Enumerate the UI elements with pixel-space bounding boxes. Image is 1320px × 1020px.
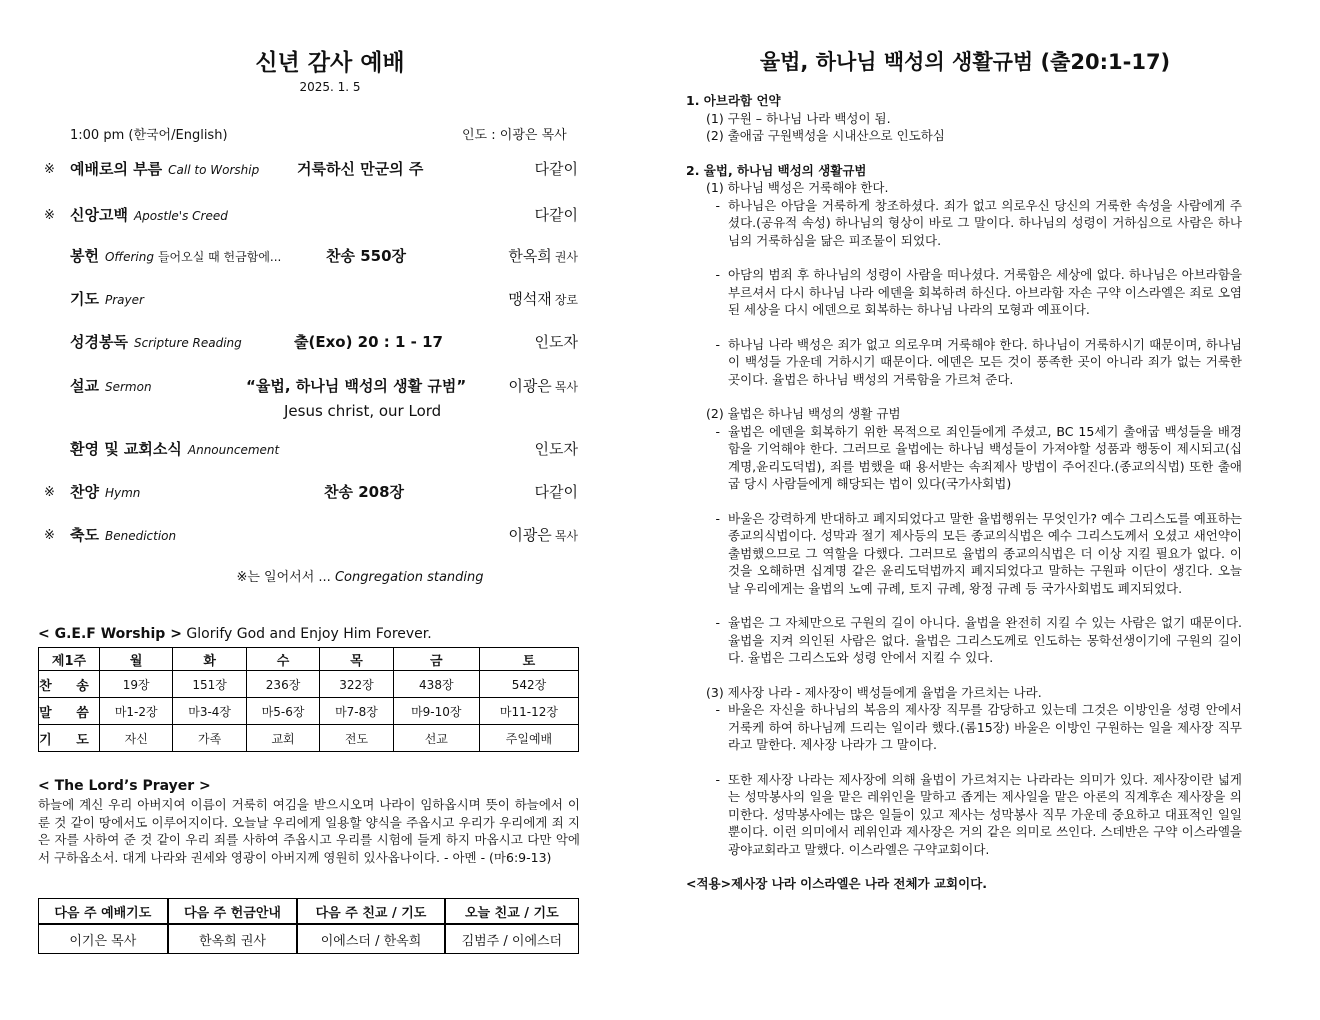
paragraph: 바울은 자신을 하나님의 복음의 제사장 직무를 감당하고 있는데 그것은 이방인을 성령 안에서 거룩케 하여 하나님께 드리는 일이라 했다.(롬15장) 바울은 이방인 구원하는 일을 제사장 직무라고 말한다. 제사장 나라가 그 말이다. (728, 702, 1242, 752)
table-header: 화 (173, 648, 246, 671)
paragraph: 바울은 강력하게 반대하고 폐지되었다고 말한 율법행위는 무엇인가? 예수 그리스도를 예표하는 종교의식법이다. 성막과 절기 제사등의 모든 종교의식법은 예수 그리스도께서 오셨고 새언약이 출범했으므로 그 역할을 다했다. 그러므로 율법의 종교의식법은 더 이상 지킬 필요가 없다. 이것을 오해하면 십계명 같은 윤리도덕법까지 폐지되었다고 말하는 구원파 이단이 생긴다. 오늘날 우리에게는 율법의 노예 규례, 토지 규례, 왕정 규례 등 국가사회법도 폐지되었다. (728, 510, 1242, 596)
order-item-en: Scripture Reading (133, 336, 242, 350)
paragraph: 율법은 그 자체만으로 구원의 길이 아니다. 율법을 완전히 지킬 수 있는 사람은 없기 때문이다. 율법을 지켜 의인된 사람은 없다. 율법은 그리스도께로 인도하는 몽학선생이기에 구원의 길이다. 율법은 그리스도와 성령 안에서 지킬 수 있다. (728, 615, 1242, 665)
lords-prayer-text: 하늘에 계신 우리 아버지여 이름이 거룩히 여김을 받으시오며 나라이 임하옵시며 뜻이 하늘에서 이룬 것 같이 땅에서도 이루어지이다. 오늘날 우리에게 일용할 양식을 주옵시고 우리가 우리에게 죄 지은 자를 사하여 준 것 같이 우리 죄를 사하여 주옵시고 우리를 시험에 들게 하지 마옵시고 다만 악에서 구하옵소서. 대게 나라와 권세와 영광이 아버지께 영원히 있사옵나이다. - 아멘 - (마6:9-13) (38, 797, 580, 865)
person-name: 인도자 (534, 440, 578, 458)
row-header: 말 씀 (39, 698, 100, 725)
duty-table (38, 898, 579, 954)
table-cell: 151장 (173, 671, 246, 698)
order-row-prayer (44, 288, 584, 314)
order-item-content: 찬송 208장 (324, 483, 405, 501)
standing-mark: ※ (44, 208, 55, 223)
list-item: - 또한 제사장 나라는 제사장에 의해 율법이 가르쳐지는 나라라는 의미가 있다. 제사장이란 넓게는 성막봉사의 일을 맡은 레위인을 말하고 좁게는 제사일을 맡은 아론의 직계후손 제사장을 의미한다. 성막봉사에는 많은 일들이 있고 제사는 성막봉사 직무 가운데 중요하고 대표적인 일일 뿐이다. 이런 의미에서 레위인과 제사장은 거의 같은 의미로 쓰인다. 스데반은 구약 이스라엘을 광야교회라고 말했다. 이스라엘은 구약교회이다. (715, 771, 1242, 857)
order-item-person (508, 288, 578, 309)
row-header: 찬 송 (39, 671, 100, 698)
order-item-en: Call to Worship (168, 163, 260, 177)
order-item-en: Prayer (104, 293, 144, 307)
table-header: 목 (320, 648, 393, 671)
order-item-en: Hymn (104, 486, 141, 500)
table-cell: 마7-8장 (320, 698, 393, 725)
order-item-title (70, 524, 176, 545)
order-item-person (535, 331, 578, 352)
order-item-person (508, 375, 578, 396)
order-item-en: Benediction (104, 529, 177, 543)
table-cell: 마11-12장 (479, 698, 578, 725)
table-cell: 마3-4장 (173, 698, 246, 725)
standing-note (40, 566, 680, 585)
order-item-ko: 환영 및 교회소식 (70, 440, 182, 458)
order-row-benediction (44, 524, 584, 550)
person-name: 다같이 (534, 160, 578, 178)
list-item: - 율법은 에덴을 회복하기 위한 목적으로 죄인들에게 주셨고, BC 15세기 출애굽 백성들을 배경함을 기억해야 한다. 그러므로 율법에는 하나님 백성들이 가져야할 성품과 행동이 제시되고(십계명,윤리도덕법), 죄를 범했을 때 용서받는 속죄제사 방법이 주어진다.(종교의식법) 또한 출애굽 당시 사람들에게 해당되는 법이 있다(국가사회법) (715, 423, 1242, 491)
order-item-person (535, 481, 578, 502)
table-cell: 이에스더 / 한옥희 (297, 924, 444, 954)
order-row-scripture (44, 331, 584, 357)
standing-mark: ※ (44, 485, 55, 500)
order-item-title (70, 438, 279, 459)
table-cell: 마5-6장 (246, 698, 319, 725)
list-item: - 하나님 나라 백성은 죄가 없고 의로우며 거룩해야 한다. 하나님이 거룩하시기 때문이며, 하나님이 백성들 가운데 거하시기 때문이다. 에덴은 모든 것이 풍족한 곳이 아니라 죄가 없는 거룩한 곳이다. 율법은 하나님 백성의 거룩함을 가르쳐 준다. (715, 336, 1242, 387)
order-item-ko: 기도 (70, 290, 99, 308)
order-item-title (70, 204, 228, 225)
service-time: 1:00 pm (한국어/English) (70, 128, 228, 143)
table-cell: 마9-10장 (393, 698, 479, 725)
subsection-heading: (1) 하나님 백성은 거룩해야 한다. (706, 180, 889, 195)
order-item-ko: 축도 (70, 526, 99, 544)
person-role: 목사 (554, 380, 578, 394)
paragraph: 하나님은 아담을 거룩하게 창조하셨다. 죄가 없고 의로우신 당신의 거룩한 속성을 사람에게 주셨다.(공유적 속성) 하나님의 형상이 바로 그 말이다. 하나님의 성령이 거하심으로 사람은 하나님의 거룩하심을 닮은 피조물이 되었다. (728, 197, 1242, 248)
order-item-ko: 예배로의 부름 (70, 160, 163, 178)
order-item-content: 출(Exo) 20 : 1 - 17 (294, 333, 443, 351)
table-cell: 236장 (246, 671, 319, 698)
table-cell: 김범주 / 이에스더 (445, 924, 579, 954)
order-item-title (70, 481, 140, 502)
order-item-content: 거룩하신 만군의 주 (297, 160, 424, 178)
person-role: 권사 (554, 250, 578, 264)
table-header: 금 (393, 648, 479, 671)
table-header: 월 (100, 648, 173, 671)
table-header: 토 (479, 648, 578, 671)
standing-mark: ※ (44, 162, 55, 177)
table-cell: 선교 (393, 725, 479, 752)
service-date: 2025. 1. 5 (299, 80, 361, 94)
table-cell: 이기은 목사 (38, 924, 168, 954)
section-heading: 2. 율법, 하나님 백성의 생활규범 (686, 162, 867, 178)
table-row (39, 698, 579, 725)
lords-prayer-title: < The Lord’s Prayer > (38, 778, 211, 794)
table-cell: 542장 (479, 671, 578, 698)
order-item-person (508, 245, 578, 266)
order-item-person (535, 204, 578, 225)
person-name: 인도자 (534, 333, 578, 351)
order-row-offering (44, 245, 584, 271)
order-item-title (70, 375, 152, 396)
list-item: - 아담의 범죄 후 하나님의 성령이 사람을 떠나셨다. 거룩함은 세상에 없다. 하나님은 아브라함을 부르셔서 다시 하나님 나라 에덴을 회복하려 하신다. 아브라함 자손 구약 이스라엘은 죄로 오염된 세상을 다시 에덴으로 회복하는 하나님 나라의 모형과 예표이다. (715, 267, 1242, 317)
order-row-announcement (44, 438, 584, 464)
table-row (39, 725, 579, 752)
order-item-person (535, 158, 578, 179)
order-item-en: Announcement (187, 443, 280, 457)
gef-worship-heading (38, 626, 432, 642)
table-cell: 한옥희 권사 (168, 924, 298, 954)
gef-reading-table (38, 647, 579, 752)
list-item: - 하나님은 아담을 거룩하게 창조하셨다. 죄가 없고 의로우신 당신의 거룩한 속성을 사람에게 주셨다.(공유적 속성) 하나님의 형상이 바로 그 말이다. 하나님의 성령이 거하심으로 사람은 하나님의 거룩하심을 닮은 피조물이 되었다. (715, 197, 1242, 248)
order-item-en: Sermon (104, 380, 152, 394)
order-row-sermon (44, 375, 584, 401)
table-header-row (39, 648, 579, 671)
list-item: - 율법은 그 자체만으로 구원의 길이 아니다. 율법을 완전히 지킬 수 있는 사람은 없기 때문이다. 율법을 지켜 의인된 사람은 없다. 율법은 그리스도께로 인도하는 몽학선생이기에 구원의 길이다. 율법은 그리스도와 성령 안에서 지킬 수 있다. (715, 615, 1242, 665)
table-cell: 19장 (100, 671, 173, 698)
order-item-ko: 설교 (70, 377, 99, 395)
list-item: (2) 출애굽 구원백성을 시내산으로 인도하심 (706, 128, 945, 143)
table-header: 다음 주 예배기도 (38, 898, 168, 924)
row-header: 기 도 (39, 725, 100, 752)
person-name: 다같이 (534, 483, 578, 501)
table-header: 다음 주 친교 / 기도 (297, 898, 444, 924)
table-cell: 가족 (173, 725, 246, 752)
sermon-subtitle: Jesus christ, our Lord (284, 402, 442, 420)
person-name: 한옥희 (508, 247, 552, 265)
order-item-person (535, 438, 578, 459)
order-item-note: 들어오실 때 헌금함에... (157, 250, 282, 264)
table-cell: 438장 (393, 671, 479, 698)
list-item: (1) 구원 – 하나님 나라 백성이 됨. (706, 110, 891, 126)
service-leader: 인도 : 이광은 목사 (462, 128, 567, 143)
order-row-call-to-worship (44, 158, 584, 184)
gef-motto: Glorify God and Enjoy Him Forever. (181, 626, 432, 642)
order-item-title (70, 245, 281, 266)
order-item-title (70, 158, 259, 179)
table-cell: 전도 (320, 725, 393, 752)
order-row-hymn (44, 481, 584, 507)
table-row (38, 924, 579, 954)
person-role: 목사 (554, 529, 578, 543)
table-cell: 교회 (246, 725, 319, 752)
standing-mark: ※ (44, 528, 55, 543)
table-row (39, 671, 579, 698)
table-header: 다음 주 헌금안내 (168, 898, 298, 924)
table-header-row (38, 898, 579, 924)
person-name: 다같이 (534, 206, 578, 224)
paragraph: 하나님 나라 백성은 죄가 없고 의로우며 거룩해야 한다. 하나님이 거룩하시기 때문이며, 하나님이 백성들 가운데 거하시기 때문이다. 에덴은 모든 것이 풍족한 곳이 아니라 죄가 없는 거룩한 곳이다. 율법은 하나님 백성의 거룩함을 가르쳐 준다. (728, 336, 1242, 387)
table-header: 오늘 친교 / 기도 (445, 898, 579, 924)
table-cell: 자신 (100, 725, 173, 752)
sermon-notes (686, 92, 1242, 893)
sermon-notes-title: 율법, 하나님 백성의 생활규범 (출20:1-17) (759, 50, 1171, 74)
sermon-title: “율법, 하나님 백성의 생활 규범” (246, 377, 467, 395)
order-item-en: Apostle's Creed (133, 209, 228, 223)
person-name: 이광은 (508, 377, 552, 395)
paragraph: 아담의 범죄 후 하나님의 성령이 사람을 떠나셨다. 거룩함은 세상에 없다. 하나님은 아브라함을 부르셔서 다시 하나님 나라 에덴을 회복하려 하신다. 아브라함 자손 구약 이스라엘은 죄로 오염된 세상을 다시 에덴으로 회복하는 하나님 나라의 모형과 예표이다. (728, 267, 1242, 317)
application-note: <적용>제사장 나라 이스라엘은 나라 전체가 교회이다. (686, 876, 988, 891)
section-heading: 1. 아브라함 언약 (686, 93, 781, 108)
person-role: 장로 (554, 293, 578, 307)
order-item-ko: 성경봉독 (70, 333, 128, 351)
order-row-creed (44, 204, 584, 230)
paragraph: 율법은 에덴을 회복하기 위한 목적으로 죄인들에게 주셨고, BC 15세기 출애굽 백성들을 배경함을 기억해야 한다. 그러므로 율법에는 하나님 백성들이 가져야할 성품과 행동이 제시되고(십계명,윤리도덕법), 죄를 범했을 때 용서받는 속죄제사 방법이 주어진다.(종교의식법) 또한 출애굽 당시 사람들에게 해당되는 법이 있다(국가사회법) (728, 423, 1242, 491)
table-cell: 주일예배 (479, 725, 578, 752)
order-item-en: Offering (104, 250, 154, 264)
standing-note-ko: ※는 일어서서 ... (236, 570, 335, 585)
order-item-title (70, 288, 144, 309)
order-item-ko: 찬양 (70, 483, 99, 501)
bulletin-title: 신년 감사 예배 (255, 50, 405, 76)
table-header: 제1주 (39, 648, 100, 671)
gef-label: < G.E.F Worship > (38, 626, 182, 642)
order-item-ko: 봉헌 (70, 247, 99, 265)
standing-note-en: Congregation standing (334, 570, 484, 585)
order-item-title (70, 331, 242, 352)
table-cell: 마1-2장 (100, 698, 173, 725)
person-name: 이광은 (508, 526, 552, 544)
table-cell: 322장 (320, 671, 393, 698)
order-item-person (508, 524, 578, 545)
paragraph: 또한 제사장 나라는 제사장에 의해 율법이 가르쳐지는 나라라는 의미가 있다. 제사장이란 넓게는 성막봉사의 일을 맡은 레위인을 말하고 좁게는 제사일을 맡은 아론의 직계후손 제사장을 의미한다. 성막봉사에는 많은 일들이 있고 제사는 성막봉사 직무 가운데 중요하고 대표적인 일일 뿐이다. 이런 의미에서 레위인과 제사장은 거의 같은 의미로 쓰인다. 스데반은 구약 이스라엘을 광야교회라고 말했다. 이스라엘은 구약교회이다. (728, 771, 1242, 857)
table-header: 수 (246, 648, 319, 671)
list-item: - 바울은 강력하게 반대하고 폐지되었다고 말한 율법행위는 무엇인가? 예수 그리스도를 예표하는 종교의식법이다. 성막과 절기 제사등의 모든 종교의식법은 예수 그리스도께서 오셨고 새언약이 출범했으므로 그 역할을 다했다. 그러므로 율법의 종교의식법은 더 이상 지킬 필요가 없다. 이것을 오해하면 십계명 같은 윤리도덕법까지 폐지되었다고 말하는 구원파 이단이 생긴다. 오늘날 우리에게는 율법의 노예 규례, 토지 규례, 왕정 규례 등 국가사회법도 폐지되었다. (715, 510, 1242, 596)
order-item-ko: 신앙고백 (70, 206, 128, 224)
person-name: 맹석재 (508, 290, 552, 308)
subsection-heading: (2) 율법은 하나님 백성의 생활 규범 (706, 406, 901, 421)
subsection-heading: (3) 제사장 나라 - 제사장이 백성들에게 율법을 가르치는 나라. (706, 684, 1042, 700)
list-item: - 바울은 자신을 하나님의 복음의 제사장 직무를 감당하고 있는데 그것은 이방인을 성령 안에서 거룩케 하여 하나님께 드리는 일이라 했다.(롬15장) 바울은 이방인 구원하는 일을 제사장 직무라고 말한다. 제사장 나라가 그 말이다. (715, 702, 1242, 752)
order-item-content: 찬송 550장 (326, 247, 407, 265)
